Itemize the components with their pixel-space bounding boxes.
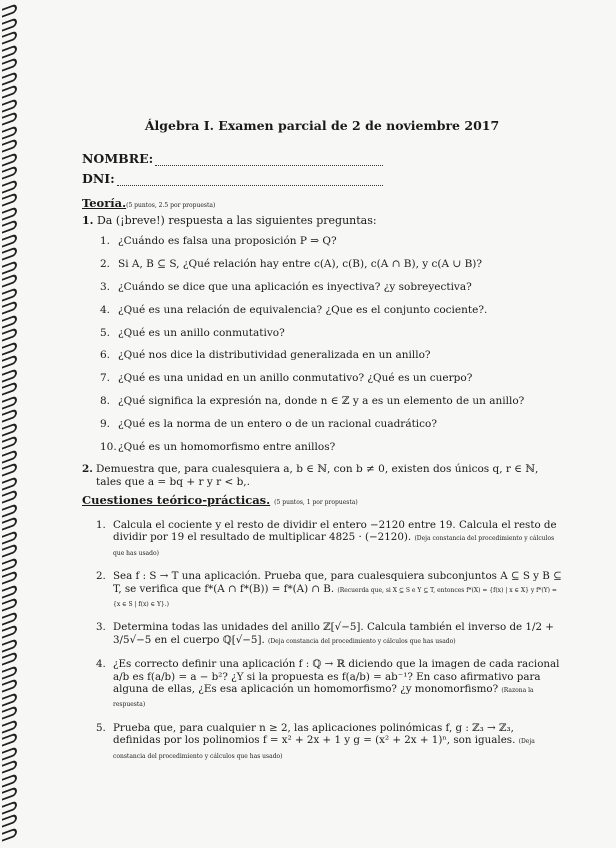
item-text: ¿Cuándo es falsa una proposición P ⇒ Q? (118, 235, 337, 247)
spiral-coil (2, 570, 17, 584)
spiral-coil (2, 233, 17, 247)
cuestiones-note: (5 puntos, 1 por propuesta) (274, 498, 358, 506)
teoria-item (100, 280, 562, 294)
item-number: 9. (100, 418, 111, 431)
spiral-coil (2, 314, 17, 328)
spiral-coil (2, 813, 17, 827)
exam-title: Álgebra I. Examen parcial de 2 de noviembre 2017 (144, 118, 500, 133)
item-text: Sea f : S → T una aplicación. Prueba que, para cualesquiera subconjuntos A ⊆ S y B ⊆ T, se verifica que f*(A ∩ f*(B)) = f*(A) ∩ B. (113, 570, 562, 595)
cuestion-item (96, 658, 562, 712)
spiral-coil (2, 638, 17, 652)
item-text: ¿Qué significa la expresión na, donde n ∈ ℤ y a es un elemento de un anillo? (118, 395, 525, 408)
spiral-coil (2, 408, 17, 422)
spiral-coil (2, 273, 17, 287)
spiral-coil (2, 165, 17, 179)
spiral-coil (2, 800, 17, 814)
item-text: ¿Es correcto definir una aplicación f : ℚ → ℝ diciendo que la imagen de cada racional a/b es f(a/b) = a − b²? ¿Y si la propuesta es f(a/b) = ab⁻¹? En caso afirmativo para alguna de ellas, ¿Es esa aplicación un homomorfismo? ¿y monomorfismo? (113, 658, 560, 695)
item-note: (Deja constancia del procedimiento y cálculos que has usado) (268, 637, 456, 645)
spiral-coil (2, 381, 17, 395)
question-text: Da (¡breve!) respuesta a las siguientes preguntas: (96, 214, 377, 227)
spiral-coil (2, 705, 17, 719)
spiral-binding (0, 0, 20, 848)
spiral-coil (2, 111, 17, 125)
item-number: 3. (96, 621, 106, 634)
question-number: 1. (82, 214, 94, 227)
item-text: ¿Qué es una relación de equivalencia? ¿Que es el conjunto cociente?. (118, 303, 488, 316)
teoria-title: Teoría. (82, 196, 127, 210)
cuestiones-heading (82, 493, 562, 507)
spiral-coil (2, 678, 17, 692)
spiral-coil (2, 30, 17, 44)
spiral-coil (2, 179, 17, 193)
spiral-coil (2, 246, 17, 260)
item-text: ¿Qué es la norma de un entero o de un racional cuadrático? (118, 418, 437, 431)
nombre-line (155, 154, 383, 166)
dni-label: DNI: (82, 171, 115, 186)
item-number: 10. (100, 441, 117, 454)
spiral-coil (2, 206, 17, 220)
item-text: ¿Cuándo se dice que una aplicación es inyectiva? ¿y sobreyectiva? (118, 280, 472, 293)
item-number: 1. (100, 235, 111, 247)
item-number: 5. (96, 721, 106, 734)
item-number: 5. (100, 326, 111, 339)
spiral-coil (2, 395, 17, 409)
spiral-coil (2, 732, 17, 746)
spiral-coil (2, 3, 17, 17)
dni-field (82, 166, 562, 186)
cuestion-item (96, 722, 562, 763)
item-body (113, 722, 562, 763)
spiral-coil (2, 719, 17, 733)
spiral-coil (2, 98, 17, 112)
item-text: Prueba que, para cualquier n ≥ 2, las aplicaciones polinómicas f, g : ℤ₃ → ℤ₃, definidas por los polinomios f = x² + 2x + 1 y g = (x² + 2x + 1)ⁿ, son iguales. (113, 721, 516, 747)
spiral-coil (2, 44, 17, 58)
cuestiones-list (82, 519, 562, 763)
item-note: (Recuerda que, si X ⊆ S e Y ⊆ T, entonces f*(X) = {f(x) | x ∈ X} y f*(Y) = {x ∈ S | f(x) ∈ Y}.) (113, 586, 557, 608)
item-number: 6. (100, 349, 111, 362)
item-note: (Razona la respuesta) (113, 686, 534, 709)
spiral-coil (2, 827, 17, 841)
item-body (113, 519, 562, 560)
teoria-item (100, 303, 562, 317)
item-text: ¿Qué nos dice la distributividad generalizada en un anillo? (118, 349, 431, 362)
nombre-field (82, 146, 562, 166)
spiral-coil (2, 138, 17, 152)
nombre-label: NOMBRE: (82, 151, 154, 166)
item-number: 2. (96, 570, 106, 583)
teoria-item (100, 234, 562, 248)
item-text: Si A, B ⊆ S, ¿Qué relación hay entre c(A), c(B), c(A ∩ B), y c(A ∪ B)? (118, 257, 483, 270)
spiral-coil (2, 503, 17, 517)
spiral-coil (2, 489, 17, 503)
spiral-coil (2, 422, 17, 436)
cuestion-item (96, 519, 562, 560)
item-text: Calcula el cociente y el resto de dividir el entero −2120 entre 19. Calcula el resto de dividir por 19 el resultado de multiplicar 4825 · (−2120). (113, 518, 557, 544)
teoria-note: (5 puntos, 2.5 por propuesta) (126, 202, 216, 209)
spiral-coil (2, 341, 17, 355)
spiral-coil (2, 125, 17, 139)
spiral-coil (2, 57, 17, 71)
spiral-coil (2, 665, 17, 679)
spiral-coil (2, 786, 17, 800)
spiral-coil (2, 435, 17, 449)
item-note: (Deja constancia del procedimiento y cálculos que has usado) (113, 535, 555, 557)
cuestion-item (96, 621, 562, 648)
spiral-coil (2, 516, 17, 530)
spiral-coil (2, 152, 17, 166)
spiral-coil (2, 530, 17, 544)
item-number: 2. (100, 257, 111, 270)
spiral-coil (2, 71, 17, 85)
question-number: 2. (82, 462, 93, 475)
item-number: 1. (96, 518, 106, 531)
spiral-coil (2, 692, 17, 706)
teoria-item (100, 394, 562, 408)
teoria-heading (82, 196, 562, 210)
item-text: ¿Qué es un anillo conmutativo? (118, 326, 285, 339)
spiral-coil (2, 300, 17, 314)
spiral-coil (2, 462, 17, 476)
spiral-coil (2, 773, 17, 787)
spiral-coil (2, 260, 17, 274)
item-body (113, 621, 562, 648)
cuestion-item (96, 570, 562, 611)
item-text: ¿Qué es un homomorfismo entre anillos? (118, 441, 336, 454)
spiral-coil (2, 287, 17, 301)
spiral-coil (2, 368, 17, 382)
teoria-item (100, 440, 562, 454)
spiral-coil (2, 557, 17, 571)
spiral-coil (2, 17, 17, 31)
exam-content (82, 118, 562, 773)
teoria-item (100, 371, 562, 385)
spiral-coil (2, 192, 17, 206)
item-body (113, 570, 562, 611)
dni-line (117, 174, 383, 186)
spiral-coil (2, 449, 17, 463)
spiral-coil (2, 543, 17, 557)
item-number: 4. (96, 658, 106, 671)
cuestiones-title: Cuestiones teórico-prácticas. (82, 492, 271, 507)
teoria-item (100, 326, 562, 340)
item-text: Determina todas las unidades del anillo ℤ[√−5]. Calcula también el inverso de 1/2 + 3/5√−5 en el cuerpo ℚ[√−5]. (113, 621, 554, 646)
spiral-coil (2, 597, 17, 611)
spiral-coil (2, 584, 17, 598)
spiral-coil (2, 746, 17, 760)
spiral-coil (2, 476, 17, 490)
teoria-item (100, 348, 562, 362)
item-number: 8. (100, 395, 111, 408)
spiral-coil (2, 327, 17, 341)
spiral-coil (2, 611, 17, 625)
spiral-coil (2, 759, 17, 773)
item-body (113, 658, 562, 712)
spiral-coil (2, 651, 17, 665)
item-text: ¿Qué es una unidad en un anillo conmutativo? ¿Qué es un cuerpo? (118, 372, 473, 385)
teoria-subquestions (82, 234, 562, 454)
spiral-coil (2, 84, 17, 98)
item-note: (Deja constancia del procedimiento y cálculos que has usado) (113, 738, 535, 760)
question-text: Demuestra que, para cualesquiera a, b ∈ ℕ, con b ≠ 0, existen dos únicos q, r ∈ ℕ, tales que a = bq + r y r < b,. (96, 462, 539, 488)
spiral-coil (2, 624, 17, 638)
item-number: 7. (100, 372, 111, 385)
teoria-item (100, 257, 562, 271)
item-number: 3. (100, 280, 111, 293)
teoria-question-1 (82, 213, 562, 228)
spiral-coil (2, 219, 17, 233)
item-number: 4. (100, 303, 111, 316)
teoria-question-2 (82, 463, 562, 489)
spiral-coil (2, 354, 17, 368)
teoria-item (100, 417, 562, 431)
